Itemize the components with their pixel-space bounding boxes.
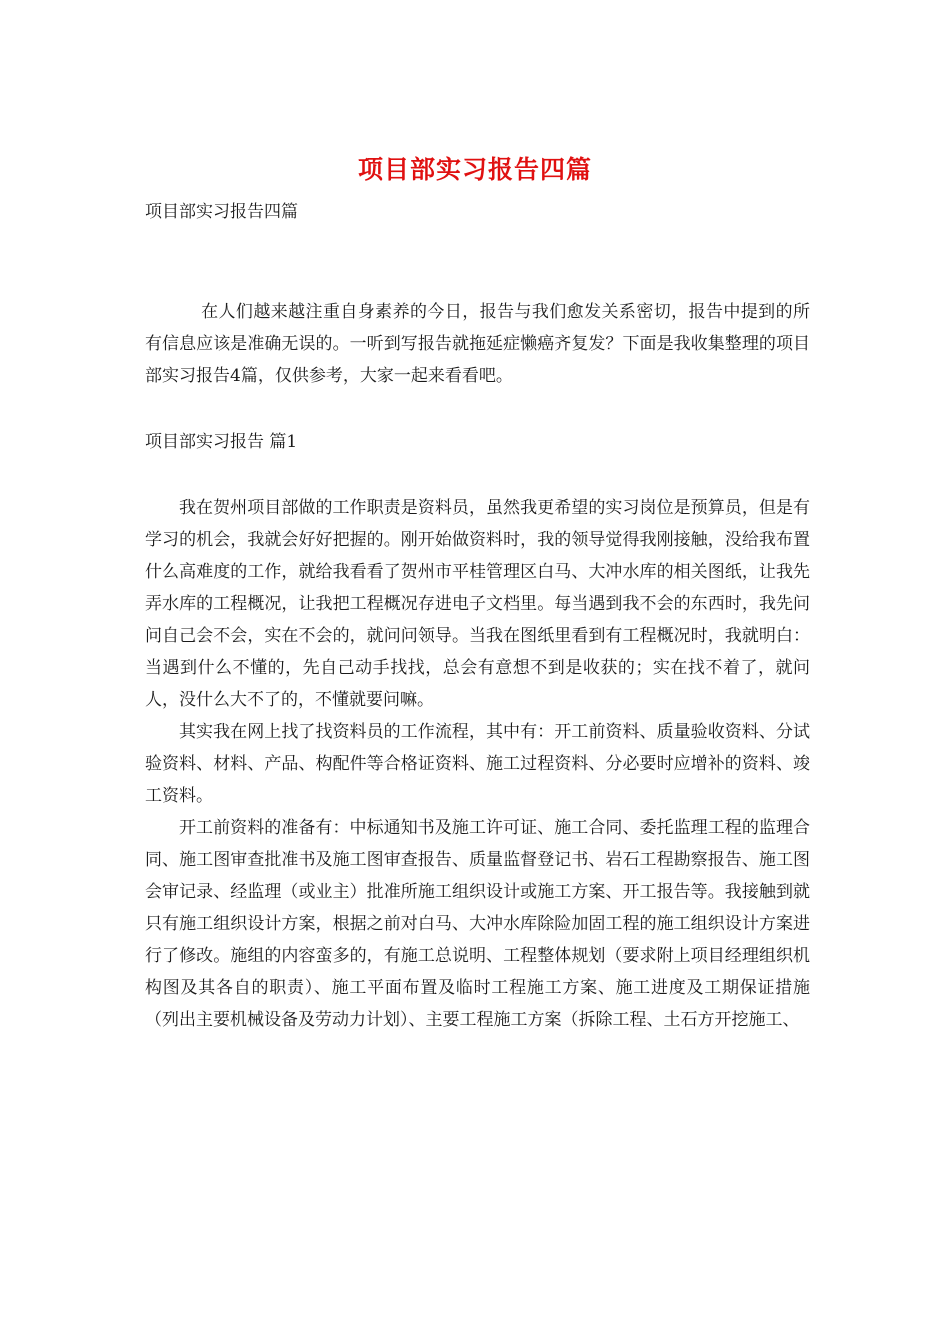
body-paragraph: 我在贺州项目部做的工作职责是资料员，虽然我更希望的实习岗位是预算员，但是有学习的机会，我就会好好把握的。刚开始做资料时，我的领导觉得我刚接触，没给我布置什么高难度的工作，就给我看看了贺州市平桂管理区白马、大冲水库的相关图纸，让我先弄水库的工程概况，让我把工程概况存进电子文档里。每当遇到我不会的东西时，我先问问自己会不会，实在不会的，就问问领导。当我在图纸里看到有工程概况时，我就明白：当遇到什么不懂的，先自己动手找找，总会有意想不到是收获的；实在找不着了，就问人，没什么大不了的，不懂就要问嘛。: [145, 498, 810, 710]
document-subtitle: 项目部实习报告四篇: [145, 202, 298, 222]
section-heading: 项目部实习报告 篇1: [145, 432, 298, 452]
spacer: [145, 392, 810, 426]
body-paragraph: 开工前资料的准备有：中标通知书及施工许可证、施工合同、委托监理工程的监理合同、施工图审查批准书及施工图审查报告、质量监督登记书、岩石工程勘察报告、施工图会审记录、经监理（或业主）批准所施工组织设计或施工方案、开工报告等。我接触到就只有施工组织设计方案，根据之前对白马、大冲水库除险加固工程的施工组织设计方案进行了修改。施组的内容蛮多的，有施工总说明、工程整体规划（要求附上项目经理组织机构图及其各自的职责）、施工平面布置及临时工程施工方案、施工进度及工期保证措施（列出主要机械设备及劳动力计划）、主要工程施工方案（拆除工程、土石方开挖施工、: [145, 818, 810, 1030]
spacer: [145, 458, 810, 492]
document-title: 项目部实习报告四篇: [357, 155, 592, 184]
body-paragraph: 其实我在网上找了找资料员的工作流程，其中有：开工前资料、质量验收资料、分试验资料、材料、产品、构配件等合格证资料、施工过程资料、分必要时应增补的资料、竣工资料。: [145, 722, 810, 806]
document-body: [145, 296, 810, 1036]
intro-paragraph: 在人们越来越注重自身素养的今日，报告与我们愈发关系密切，报告中提到的所有信息应该是准确无误的。一听到写报告就拖延症懒癌齐复发？下面是我收集整理的项目部实习报告4篇，仅供参考，大家一起来看看吧。: [145, 302, 810, 386]
